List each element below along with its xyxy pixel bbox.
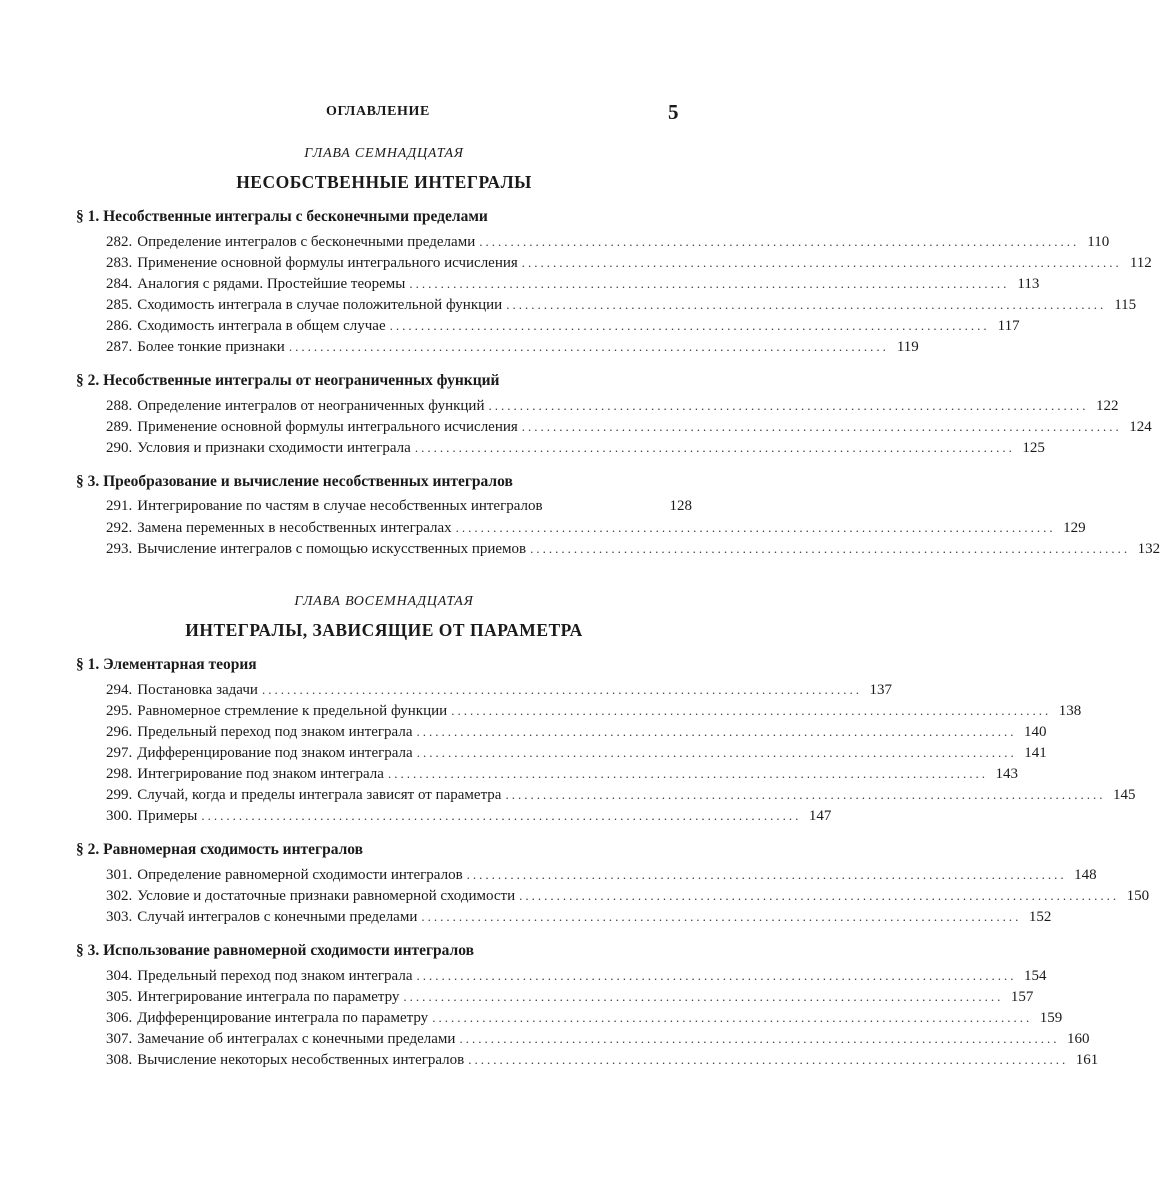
leader-dots: ................................................................................................ <box>519 888 1120 903</box>
chapter-gap <box>76 559 692 593</box>
entry-title: Случай интегралов с конечными пределами <box>137 909 418 925</box>
chapter-17 <box>76 145 1160 559</box>
toc-entry <box>76 986 1034 1007</box>
entry-title: Постановка задачи <box>137 682 258 698</box>
chapter-18 <box>76 593 1150 1070</box>
entry-page: 160 <box>1066 1031 1090 1047</box>
entry-number: 300. <box>106 808 133 824</box>
entry-page: 119 <box>896 339 919 355</box>
entry-number: 291. <box>106 498 133 514</box>
entry-title: Условие и достаточные признаки равномерной сходимости <box>137 888 516 904</box>
section-title: § 1. Элементарная теория <box>76 656 257 673</box>
entry-title: Предельный переход под знаком интеграла <box>137 968 413 984</box>
toc-entry <box>76 538 1160 559</box>
leader-dots: ................................................................................................ <box>530 541 1131 556</box>
entry-page: 154 <box>1024 968 1047 984</box>
page-number: 5 <box>668 100 679 124</box>
entry-page: 117 <box>997 318 1020 334</box>
entry-number: 298. <box>106 766 133 782</box>
chapter-label: ГЛАВА ВОСЕМНАДЦАТАЯ <box>294 594 474 609</box>
entry-title: Дифференцирование интеграла по параметру <box>137 1010 429 1026</box>
leader-dots: ................................................................................................ <box>403 989 1004 1004</box>
entry-number: 299. <box>106 787 133 803</box>
leader-dots: ................................................................................................ <box>521 255 1122 270</box>
entry-title: Замечание об интегралах с конечными пределами <box>137 1031 456 1047</box>
entry-page: 159 <box>1039 1010 1063 1026</box>
toc-entry <box>76 885 1150 906</box>
toc-entry <box>76 1028 1090 1049</box>
entry-number: 303. <box>106 909 133 925</box>
entry-page: 140 <box>1024 724 1047 740</box>
leader-dots: ................................................................................................ <box>479 234 1080 249</box>
entry-title: Предельный переход под знаком интеграла <box>137 724 413 740</box>
entry-title: Определение равномерной сходимости интегралов <box>137 867 463 883</box>
leader-dots: ................................................................................................ <box>414 440 1015 455</box>
leader-dots: ................................................................................................ <box>288 339 889 354</box>
entry-number: 304. <box>106 968 133 984</box>
entry-number: 301. <box>106 867 133 883</box>
entry-title: Определение интегралов с бесконечными пределами <box>137 234 476 250</box>
toc-entry <box>76 252 1152 273</box>
entry-title: Аналогия с рядами. Простейшие теоремы <box>137 276 406 292</box>
leader-dots: ................................................................................................ <box>261 682 862 697</box>
leader-dots: ................................................................................................ <box>421 909 1022 924</box>
entry-number: 293. <box>106 541 133 557</box>
entry-page: 147 <box>808 808 832 824</box>
entry-title: Сходимость интеграла в случае положительной функции <box>137 297 503 313</box>
chapter-title: НЕСОБСТВЕННЫЕ ИНТЕГРАЛЫ <box>236 172 532 192</box>
section <box>76 840 1150 927</box>
leader-dots: ................................................................................................ <box>416 968 1017 983</box>
entry-number: 307. <box>106 1031 133 1047</box>
toc-entry <box>76 805 832 826</box>
section-title: § 2. Равномерная сходимость интегралов <box>76 841 364 858</box>
toc-entry <box>76 437 1045 458</box>
leader-dots: ................................................................................................ <box>387 766 988 781</box>
entry-title: Вычисление интегралов с помощью искусственных приемов <box>137 541 527 557</box>
toc-entry <box>76 1049 1099 1070</box>
entry-number: 294. <box>106 682 133 698</box>
leader-dots: ................................................................................................ <box>459 1031 1060 1046</box>
entry-number: 288. <box>106 398 133 414</box>
entry-title: Определение интегралов от неограниченных функций <box>137 398 485 414</box>
leader-dots: ................................................................................................ <box>416 724 1017 739</box>
entry-page: 152 <box>1028 909 1052 925</box>
entry-title: Вычисление некоторых несобственных интегралов <box>137 1052 465 1068</box>
entry-page: 128 <box>669 498 692 514</box>
entry-page: 112 <box>1129 255 1152 271</box>
entry-title: Более тонкие признаки <box>137 339 285 355</box>
entry-number: 296. <box>106 724 133 740</box>
entry-page: 157 <box>1010 989 1034 1005</box>
entry-number: 285. <box>106 297 133 313</box>
entry-title: Применение основной формулы интегрального исчисления <box>137 419 518 435</box>
entry-title: Случай, когда и пределы интеграла зависят от параметра <box>137 787 502 803</box>
entry-page: 113 <box>1017 276 1040 292</box>
toc-entry <box>76 294 1137 315</box>
section <box>76 371 1152 458</box>
entry-page: 122 <box>1095 398 1119 414</box>
toc-entry <box>76 784 1136 805</box>
entry-page: 129 <box>1063 520 1086 536</box>
leader-dots: ................................................................................................ <box>201 808 802 823</box>
entry-page: 124 <box>1129 419 1152 435</box>
entry-number: 286. <box>106 318 133 334</box>
entry-page: 148 <box>1074 867 1097 883</box>
chapter-title: ИНТЕГРАЛЫ, ЗАВИСЯЩИЕ ОТ ПАРАМЕТРА <box>185 620 583 640</box>
toc-entry <box>76 906 1052 927</box>
entry-number: 295. <box>106 703 133 719</box>
entry-title: Замена переменных в несобственных интегралах <box>137 520 452 536</box>
entry-title: Интегрирование по частям в случае несобственных интегралов <box>137 498 543 514</box>
toc-entry <box>76 1007 1063 1028</box>
entry-title: Интегрирование под знаком интеграла <box>137 766 384 782</box>
entry-number: 302. <box>106 888 133 904</box>
toc-entry <box>76 700 1082 721</box>
entry-page: 125 <box>1022 440 1045 456</box>
section-title: § 3. Использование равномерной сходимости интегралов <box>76 942 474 959</box>
table-of-contents <box>76 145 1160 1070</box>
leader-dots: ................................................................................................ <box>416 745 1017 760</box>
entry-number: 305. <box>106 989 133 1005</box>
leader-dots: ................................................................................................ <box>455 520 1056 535</box>
entry-title: Условия и признаки сходимости интеграла <box>137 440 411 456</box>
toc-entry <box>76 517 1086 538</box>
entry-number: 284. <box>106 276 133 292</box>
entry-title: Интегрирование интеграла по параметру <box>137 989 400 1005</box>
entry-number: 292. <box>106 520 133 536</box>
toc-entry <box>76 395 1119 416</box>
entry-title: Равномерное стремление к предельной функции <box>137 703 448 719</box>
entry-page: 115 <box>1114 297 1137 313</box>
entry-page: 143 <box>995 766 1018 782</box>
entry-number: 308. <box>106 1052 133 1068</box>
entry-page: 145 <box>1112 787 1136 803</box>
toc-entry <box>76 742 1047 763</box>
leader-dots: ................................................................................................ <box>451 703 1052 718</box>
entry-number: 287. <box>106 339 133 355</box>
toc-entry <box>76 721 1047 742</box>
entry-number: 306. <box>106 1010 133 1026</box>
section-title: § 2. Несобственные интегралы от неограниченных функций <box>76 372 500 389</box>
entry-number: 297. <box>106 745 133 761</box>
toc-entry <box>76 416 1152 437</box>
leader-dots: ................................................................................................ <box>505 787 1106 802</box>
toc-entry <box>76 273 1040 294</box>
leader-dots: ................................................................................................ <box>521 419 1122 434</box>
entry-title: Дифференцирование под знаком интеграла <box>137 745 413 761</box>
toc-entry <box>76 496 692 517</box>
entry-number: 282. <box>106 234 133 250</box>
leader-dots: ................................................................................................ <box>466 867 1067 882</box>
toc-entry <box>76 679 892 700</box>
section <box>76 941 1099 1070</box>
chapter-label: ГЛАВА СЕМНАДЦАТАЯ <box>304 146 464 161</box>
entry-page: 150 <box>1126 888 1150 904</box>
entry-page: 137 <box>869 682 892 698</box>
toc-entry <box>76 315 1020 336</box>
entry-number: 289. <box>106 419 133 435</box>
entry-page: 110 <box>1087 234 1110 250</box>
toc-entry <box>76 965 1047 986</box>
section <box>76 472 1160 559</box>
entry-page: 138 <box>1058 703 1082 719</box>
leader-dots: ................................................................................................ <box>432 1010 1033 1025</box>
entry-title: Сходимость интеграла в общем случае <box>137 318 386 334</box>
running-head: ОГЛАВЛЕНИЕ <box>326 104 430 119</box>
entry-number: 290. <box>106 440 133 456</box>
toc-entry <box>76 336 919 357</box>
section-title: § 1. Несобственные интегралы с бесконечными пределами <box>76 208 488 225</box>
entry-page: 132 <box>1137 541 1160 557</box>
toc-entry <box>76 763 1018 784</box>
toc-entry <box>76 231 1110 252</box>
leader-dots: ................................................................................................ <box>506 297 1107 312</box>
section <box>76 207 1152 357</box>
section <box>76 655 1136 826</box>
leader-dots: ................................................................................................ <box>409 276 1010 291</box>
entry-page: 161 <box>1075 1052 1099 1068</box>
leader-dots: ................................................................................................ <box>468 1052 1069 1067</box>
leader-dots: ................................................................................................ <box>488 398 1089 413</box>
section-title: § 3. Преобразование и вычисление несобственных интегралов <box>76 473 513 490</box>
entry-title: Применение основной формулы интегрального исчисления <box>137 255 518 271</box>
entry-title: Примеры <box>137 808 198 824</box>
entry-page: 141 <box>1024 745 1047 761</box>
entry-number: 283. <box>106 255 133 271</box>
toc-entry <box>76 864 1097 885</box>
leader-dots: ................................................................................................ <box>389 318 990 333</box>
